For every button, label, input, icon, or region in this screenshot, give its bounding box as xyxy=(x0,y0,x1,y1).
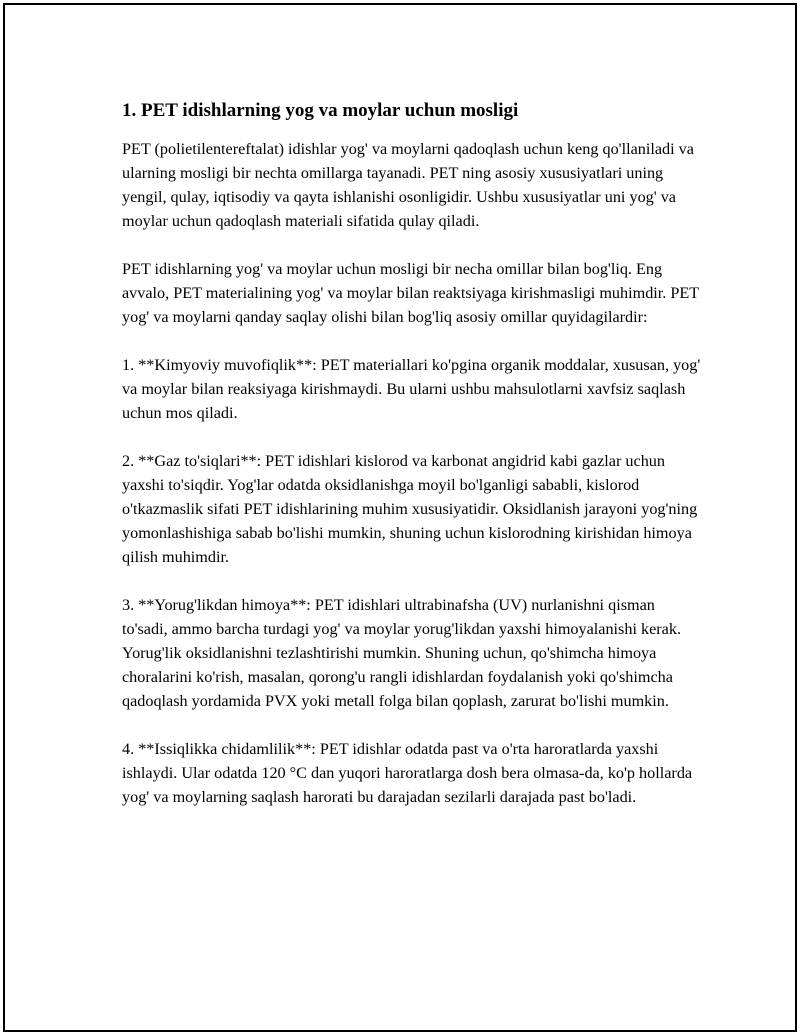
document-heading: 1. PET idishlarning yog va moylar uchun mosligi xyxy=(122,100,519,121)
gas-barrier-paragraph: 2. **Gaz to'siqlari**: PET idishlari kislorod va karbonat angidrid kabi gazlar uchun yaxshi to'siqdir. Yog'lar odatda oksidlanishga moyil bo'lganligi sababli, kislorod o'tkazmaslik sifati PET idishlarining muhim xususiyatidir. Oksidlanish jarayoni yog'ning yomonlashishiga sabab bo'lishi mumkin, shuning uchun kislorodning kirishidan himoya qilish muhimdir. xyxy=(122,452,698,566)
intro-paragraph: PET (polietilentereftalat) idishlar yog' va moylarni qadoqlash uchun keng qo'llaniladi va ularning mosligi bir nechta omillarga tayanadi. PET ning asosiy xususiyatlari uning yengil, qulay, iqtisodiy va qayta ishlanishi osonligidir. Ushbu xususiyatlar uni yog' va moylar uchun qadoqlash materiali sifatida qulay qiladi. xyxy=(122,140,694,230)
light-protection-paragraph: 3. **Yorug'likdan himoya**: PET idishlari ultrabinafsha (UV) nurlanishni qisman to'sadi, ammo barcha turdagi yog' va moylar yorug'likdan yaxshi himoyalanishi kerak. Yorug'lik oksidlanishni tezlashtirishi mumkin. Shuning uchun, qo'shimcha himoya choralarini ko'rish, masalan, qorong'u rangli idishlardan foydalanish yoki qo'shimcha qadoqlash yordamida PVX yoki metall folga bilan qoplash, zarurat bo'lishi mumkin. xyxy=(122,596,681,710)
factors-paragraph: PET idishlarning yog' va moylar uchun mosligi bir necha omillar bilan bog'liq. Eng avvalo, PET materialining yog' va moylar bilan reaktsiyaga kirishmasligi muhimdir. PET yog' va moylarni qanday saqlay olishi bilan bog'liq asosiy omillar quyidagilardir: xyxy=(122,260,699,326)
heat-resistance-paragraph: 4. **Issiqlikka chidamlilik**: PET idishlar odatda past va o'rta haroratlarda yaxshi ishlaydi. Ular odatda 120 °C dan yuqori haroratlarga dosh bera olmasa-da, ko'p hollarda yog' va moylarning saqlash harorati bu darajadan sezilarli darajada past bo'ladi. xyxy=(122,740,693,806)
page-frame xyxy=(3,3,797,1032)
chemical-compatibility-paragraph: 1. **Kimyoviy muvofiqlik**: PET materiallari ko'pgina organik moddalar, xususan, yog' va moylar bilan reaksiyaga kirishmaydi. Bu ularni ushbu mahsulotlarni xavfsiz saqlash uchun mos qiladi. xyxy=(122,356,701,422)
document-body xyxy=(122,99,702,833)
